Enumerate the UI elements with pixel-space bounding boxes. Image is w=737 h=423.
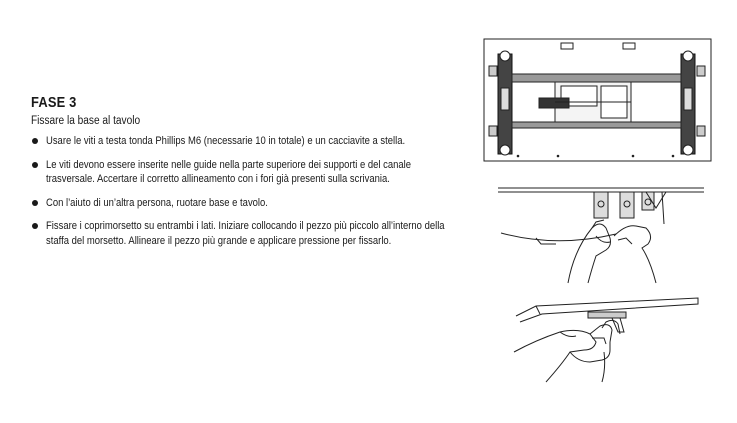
list-item [31,134,456,149]
instruction-list [31,134,456,248]
bullet-icon [32,200,38,206]
instruction-text: Usare le viti a testa tonda Phillips M6 (necessarie 10 in totale) e un cacciavite a stella. [46,135,406,147]
list-item [31,219,456,248]
list-item [31,196,456,211]
desk-frame-underside-illustration [483,38,713,163]
list-item [31,158,456,187]
screwing-frame-illustration [496,178,706,286]
step-subtitle: Fissare la base al tavolo [31,115,141,127]
bullet-icon [32,223,38,229]
instruction-text: Con l’aiuto di un’altra persona, ruotare base e tavolo. [46,196,268,209]
instruction-text: Le viti devono essere inserite nelle guide nella parte superiore dei supporti e del canale trasversale. Accertare il corretto allineamento con i fori già presenti sulla scrivania. [46,158,411,185]
bullet-icon [32,138,38,144]
clamp-cover-illustration [506,292,706,384]
bullet-icon [32,162,38,168]
instruction-text: Fissare i coprimorsetto su entrambi i lati. Iniziare collocando il pezzo più piccolo all’interno della staffa del morsetto. Allineare il pezzo più grande e applicare pressione per fissarlo. [46,220,445,247]
instruction-text-block [31,94,456,257]
step-title: FASE 3 [31,94,77,111]
